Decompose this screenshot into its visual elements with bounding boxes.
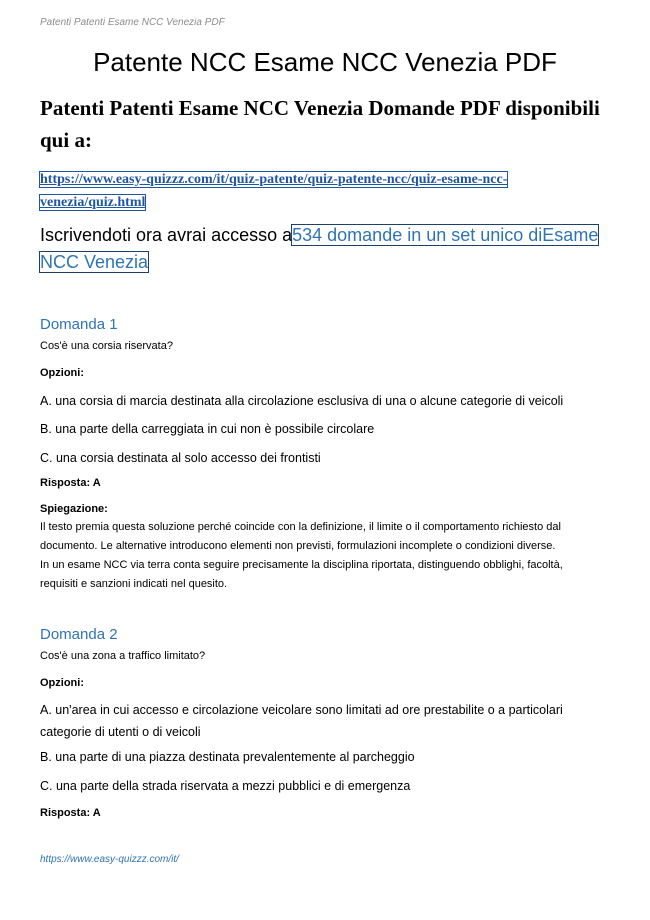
- question-2-text: Cos'è una zona a traffico limitato?: [40, 650, 206, 662]
- question-1-option-b: B. una parte della carreggiata in cui non è possibile circolare: [40, 422, 375, 436]
- access-paragraph: [40, 222, 620, 276]
- running-header: Patenti Patenti Esame NCC Venezia PDF: [40, 17, 225, 28]
- question-2-options-label: Opzioni:: [40, 677, 84, 689]
- question-1-explanation: [40, 518, 615, 594]
- access-prefix: Iscrivendoti ora avrai accesso a: [40, 225, 293, 245]
- question-2-option-b: B. una parte di una piazza destinata prevalentemente al parcheggio: [40, 750, 415, 764]
- question-1-answer: Risposta: A: [40, 477, 101, 489]
- explanation-line: documento. Le alternative introducono elementi non previsti, formulazioni incomplete o condizioni diverse.: [40, 540, 556, 552]
- document-subtitle: Patenti Patenti Esame NCC Venezia Domande PDF disponibili qui a:: [40, 96, 600, 152]
- question-1-option-c: C. una corsia destinata al solo accesso dei frontisti: [40, 451, 321, 465]
- option-line: categorie di utenti o di veicoli: [40, 725, 201, 739]
- explanation-line: In un esame NCC via terra conta seguire precisamente la disciplina riportata, distinguendo obblighi, facoltà,: [40, 559, 563, 571]
- document-title: Patente NCC Esame NCC Venezia PDF: [93, 47, 557, 77]
- question-1-text: Cos'è una corsia riservata?: [40, 340, 173, 352]
- question-2-answer: Risposta: A: [40, 807, 101, 819]
- access-link-line-2[interactable]: NCC Venezia: [40, 252, 149, 272]
- question-1-option-a: A. una corsia di marcia destinata alla circolazione esclusiva di una o alcune categorie di veicoli: [40, 394, 564, 408]
- footer-link[interactable]: https://www.easy-quizzz.com/it/: [40, 854, 179, 865]
- question-1-options-label: Opzioni:: [40, 367, 84, 379]
- question-2-option-c: C. una parte della strada riservata a mezzi pubblici e di emergenza: [40, 779, 411, 793]
- explanation-line: requisiti e sanzioni indicati nel quesito.: [40, 578, 228, 590]
- explanation-line: Il testo premia questa soluzione perché coincide con la definizione, il limite o il comportamento richiesto dal: [40, 521, 561, 533]
- quiz-url-link[interactable]: [40, 168, 620, 214]
- quiz-url-line-1[interactable]: https://www.easy-quizzz.com/it/quiz-patente/quiz-patente-ncc/quiz-esame-ncc-: [40, 172, 508, 187]
- quiz-url-line-2[interactable]: venezia/quiz.html: [40, 195, 146, 210]
- question-2-heading: Domanda 2: [40, 626, 118, 643]
- question-2-option-a: [40, 699, 615, 743]
- question-1-heading: Domanda 1: [40, 316, 118, 333]
- question-1-explanation-label: Spiegazione:: [40, 503, 108, 515]
- access-link-line-1[interactable]: 534 domande in un set unico diEsame: [292, 225, 599, 245]
- option-line: A. un'area in cui accesso e circolazione veicolare sono limitati ad ore prestabilite o a particolari: [40, 703, 563, 717]
